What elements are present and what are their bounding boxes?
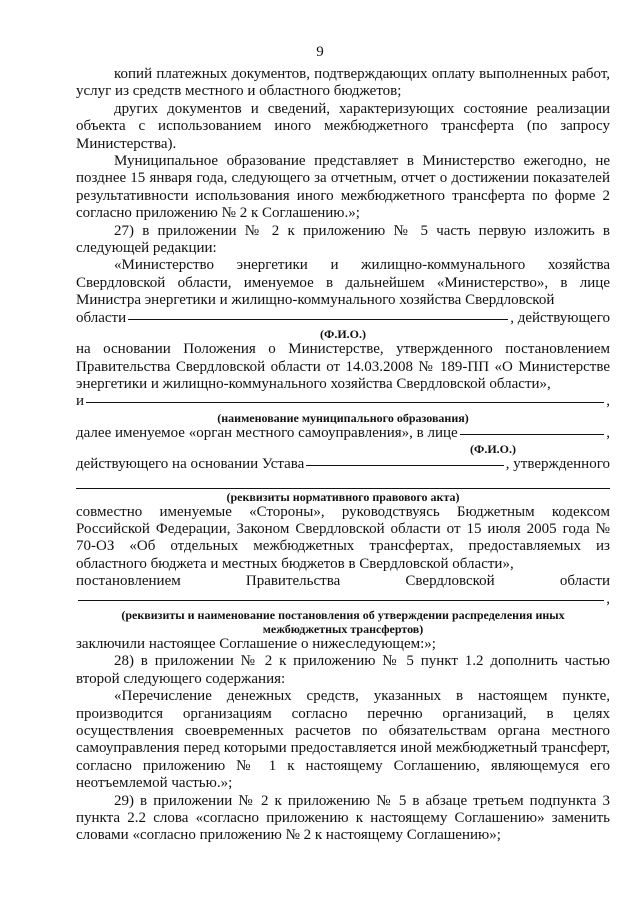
blank-line <box>78 600 604 601</box>
paragraph-1: копий платежных документов, подтверждающих оплату выполненных работ, услуг из средств местного и областного бюджетов; <box>76 66 610 100</box>
fill-suffix: , <box>606 393 610 410</box>
fill-line-fio-local <box>76 425 610 442</box>
fill-line-fio-minister <box>76 310 610 327</box>
blank-line <box>460 434 605 435</box>
paragraph-15: «Перечисление денежных средств, указанных в настоящем пункте, производится организациям согласно перечню организаций, в целях осуществления своевременных расчетов по обязательствам органа местного самоуправления перед которыми предоставляется иной межбюджетный трансферт, согласно приложению № 1 к настоящему Соглашению, являющемуся его неотъемлемой частью.»; <box>76 688 610 792</box>
paragraph-11: совместно именуемые «Стороны», руководствуясь Бюджетным кодексом Российской Федерации, Законом Свердловской области от 15 июля 2005 года № 70-ОЗ «Об отдельных межбюджетных трансфертах, предоставляемых из областного бюджета и местных бюджетов в Свердловской области», <box>76 503 610 572</box>
paragraph-5: «Министерство энергетики и жилищно-коммунального хозяйства Свердловской области, именуемое в дальнейшем «Министерство», в лице Министра энергетики и жилищно-коммунального хозяйства Свердловской <box>76 257 610 309</box>
paragraph-2: других документов и сведений, характеризующих состояние реализации объекта с использованием иного межбюджетного трансферта (по запросу Министерства). <box>76 100 610 152</box>
paragraph-7: на основании Положения о Министерстве, утвержденного постановлением Правительства Свердловской области от 14.03.2008 № 189-ПП «О Министерстве энергетики и жилищно-коммунального хозяйства Свердловской области», <box>76 341 610 392</box>
fill-label: и <box>76 393 85 410</box>
caption-legal-act: (реквизиты нормативного правового акта) <box>226 489 460 504</box>
paragraph-4: 27) в приложении № 2 к приложению № 5 часть первую изложить в следующей редакции: <box>76 222 610 257</box>
document-body <box>76 66 610 845</box>
fill-line-resolution <box>76 591 610 608</box>
page-number: 9 <box>316 44 324 60</box>
fill-suffix: , действующего <box>510 309 610 326</box>
fill-suffix: , <box>606 590 610 607</box>
fill-line-municipality <box>76 393 610 410</box>
blank-line <box>86 402 604 403</box>
paragraph-14: 28) в приложении № 2 к приложению № 5 пункт 1.2 дополнить частью второй следующего содержания: <box>76 653 610 687</box>
caption-resolution-1: (реквизиты и наименование постановления об утверждении распределения иных <box>121 607 565 622</box>
word: постановлением <box>76 573 181 590</box>
fill-label: действующего на основании Устава <box>76 456 305 473</box>
word: Свердловской <box>405 573 495 590</box>
word: Правительства <box>245 573 341 590</box>
caption-fio-1: (Ф.И.О.) <box>320 327 366 342</box>
caption-municipality: (наименование муниципального образования) <box>217 410 469 425</box>
fill-line-charter <box>76 456 610 473</box>
caption-resolution-2: межбюджетных трансфертов) <box>262 621 424 636</box>
caption-fio-2: (Ф.И.О.) <box>470 442 516 457</box>
word: области <box>559 573 610 590</box>
blank-line-full <box>76 474 610 489</box>
paragraph-3: Муниципальное образование представляет в Министерство ежегодно, не позднее 15 января года, следующего за отчетным, отчет о достижении показателей результативности использования иного межбюджетного трансферта по форме 2 согласно приложению № 2 к Соглашению.»; <box>76 153 610 222</box>
paragraph-16: 29) в приложении № 2 к приложению № 5 в абзаце третьем подпункта 3 пункта 2.2 слова «согласно приложению к настоящему Соглашению» заменить словами «согласно приложению № 2 к настоящему Соглашению»; <box>76 792 610 844</box>
fill-suffix: , <box>606 424 610 441</box>
blank-line <box>128 319 508 320</box>
spaced-line <box>76 573 610 590</box>
fill-label: далее именуемое «орган местного самоуправления», в лице <box>76 424 458 441</box>
fill-suffix: , утвержденного <box>505 456 610 473</box>
fill-label: области <box>76 309 127 326</box>
paragraph-13: заключили настоящее Соглашение о нижеследующем:»; <box>76 635 436 652</box>
blank-line <box>306 465 503 466</box>
